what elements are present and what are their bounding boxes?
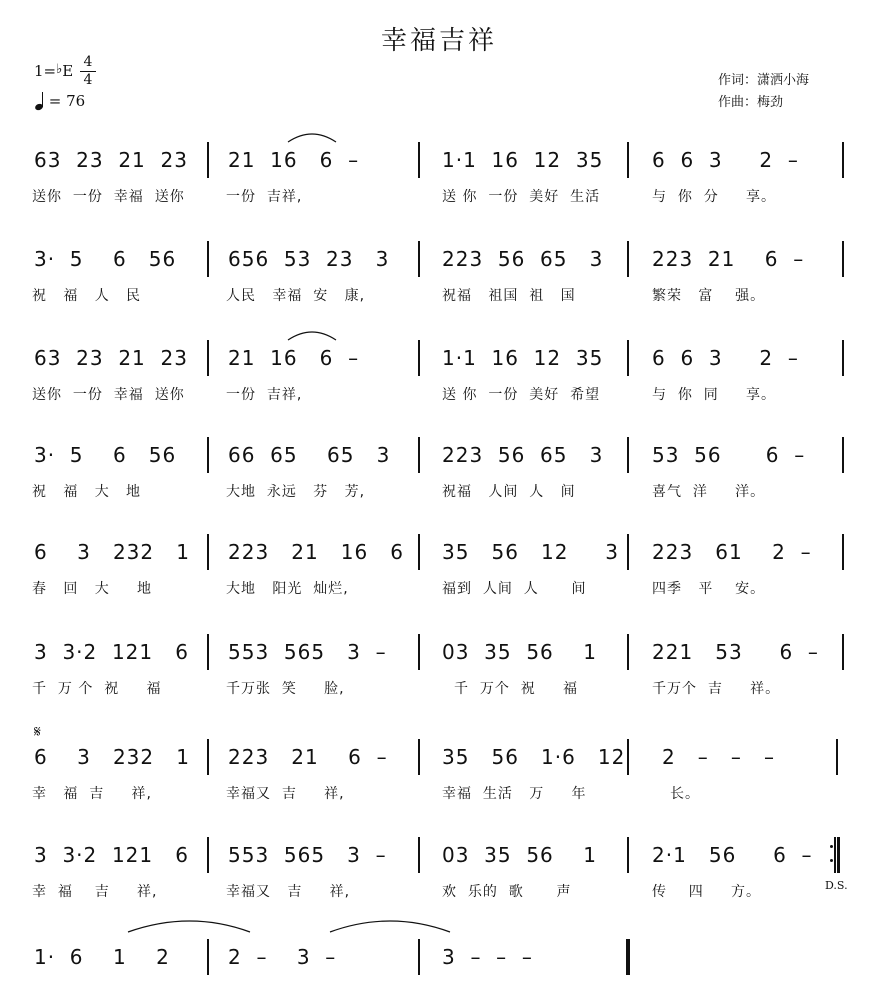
measure: 223 61 2 – xyxy=(652,540,812,564)
measure: 03 35 56 1 xyxy=(442,640,597,664)
lyric: 春 回 大 地 xyxy=(32,581,152,597)
slur xyxy=(288,332,336,340)
measure: 3 3·2 121 6 xyxy=(34,843,189,867)
meter-top: 4 xyxy=(83,54,93,70)
credits xyxy=(718,70,809,114)
lyric: 大地 阳光 灿烂, xyxy=(226,581,349,597)
repeat-end-barline xyxy=(830,837,838,873)
song-title: 幸福吉祥 xyxy=(380,26,497,56)
quarter-note-icon xyxy=(34,92,44,110)
lyric: 送你 一份 幸福 送你 xyxy=(32,387,185,403)
measure: 223 56 65 3 xyxy=(442,247,604,271)
lyric: 幸 福 吉 祥, xyxy=(32,786,152,802)
measure: 1·1 16 12 35 xyxy=(442,346,604,370)
measure: 21 16 6 – xyxy=(228,148,360,172)
lyric: 一份 吉祥, xyxy=(226,387,303,403)
measure: 3 3·2 121 6 xyxy=(34,640,189,664)
lyric: 四季 平 安。 xyxy=(652,581,766,597)
lyricist: 作词：潇洒小海 xyxy=(718,73,810,88)
measure: 223 21 6 – xyxy=(652,247,805,271)
slur xyxy=(288,134,336,142)
measure: 66 65 65 3 xyxy=(228,443,391,467)
lyric: 喜气 洋 洋。 xyxy=(652,484,766,500)
measure: 223 56 65 3 xyxy=(442,443,604,467)
key-note: E xyxy=(62,62,74,80)
lyric: 送 你 一份 美好 生活 xyxy=(442,189,601,205)
measure: 553 565 3 – xyxy=(228,640,387,664)
lyric: 送 你 一份 美好 希望 xyxy=(442,387,601,403)
measure: 03 35 56 1 xyxy=(442,843,597,867)
measure: 6 6 3 2 – xyxy=(652,346,799,370)
lyric: 繁荣 富 强。 xyxy=(652,288,766,304)
lyric: 传 四 方。 xyxy=(652,884,762,900)
lyric: 祝 福 人 民 xyxy=(32,288,142,304)
slur xyxy=(330,921,450,932)
measure: 63 23 21 23 xyxy=(34,148,188,172)
tempo-value: = 76 xyxy=(48,92,86,110)
lyric: 千万个 吉 祥。 xyxy=(652,681,781,697)
measure: 35 56 1·6 12 xyxy=(442,745,626,769)
measure: 6 3 232 1 xyxy=(34,745,190,769)
measure: 3· 5 6 56 xyxy=(34,443,177,467)
measure: 63 23 21 23 xyxy=(34,346,188,370)
measure: 2 – 3 – xyxy=(228,945,337,969)
measure: 2 – – – xyxy=(662,745,775,769)
lyric: 大地 永远 芬 芳, xyxy=(226,484,366,500)
lyric: 与 你 同 享。 xyxy=(652,387,777,403)
lyric: 幸福又 吉 祥, xyxy=(226,884,351,900)
lyric: 欢 乐的 歌 声 xyxy=(442,884,572,900)
final-barline xyxy=(626,939,630,975)
measure: 3· 5 6 56 xyxy=(34,247,177,271)
slur xyxy=(128,921,250,932)
lyric: 福到 人间 人 间 xyxy=(442,581,587,597)
lyric: 祝福 祖国 祖 国 xyxy=(442,288,576,304)
lyric: 千 万 个 祝 福 xyxy=(32,681,162,697)
key-signature xyxy=(34,62,73,80)
lyric: 长。 xyxy=(670,786,700,802)
lyric: 一份 吉祥, xyxy=(226,189,303,205)
lyric: 祝 福 大 地 xyxy=(32,484,142,500)
measure: 6 3 232 1 xyxy=(34,540,190,564)
measure: 223 21 6 – xyxy=(228,745,388,769)
measure: 656 53 23 3 xyxy=(228,247,390,271)
lyric: 幸 福 吉 祥, xyxy=(32,884,158,900)
lyric: 与 你 分 享。 xyxy=(652,189,777,205)
measure: 1· 6 1 2 xyxy=(34,945,170,969)
lyric: 幸福又 吉 祥, xyxy=(226,786,345,802)
measure: 221 53 6 – xyxy=(652,640,819,664)
lyric: 幸福 生活 万 年 xyxy=(442,786,587,802)
composer: 作曲：梅劲 xyxy=(718,95,784,110)
meter-bottom: 4 xyxy=(83,72,93,88)
measure: 21 16 6 – xyxy=(228,346,360,370)
tempo-marking xyxy=(34,92,85,110)
measure: 35 56 12 3 xyxy=(442,540,620,564)
time-signature xyxy=(80,55,96,88)
measure: 553 565 3 – xyxy=(228,843,387,867)
measure: 6 6 3 2 – xyxy=(652,148,799,172)
lyric: 人民 幸福 安 康, xyxy=(226,288,366,304)
measure: 1·1 16 12 35 xyxy=(442,148,604,172)
key-prefix: 1= xyxy=(34,62,57,80)
lyric: 送你 一份 幸福 送你 xyxy=(32,189,185,205)
lyric: 千万张 笑 脸, xyxy=(226,681,345,697)
measure: 2·1 56 6 – xyxy=(652,843,813,867)
dal-segno-mark: D.S. xyxy=(825,879,848,892)
measure: 3 – – – xyxy=(442,945,533,969)
lyric: 祝福 人间 人 间 xyxy=(442,484,576,500)
flat-sign: ♭ xyxy=(56,62,63,77)
measure: 53 56 6 – xyxy=(652,443,806,467)
measure: 223 21 16 6 xyxy=(228,540,405,564)
lyric: 千 万个 祝 福 xyxy=(454,681,579,697)
segno-sign: 𝄋 xyxy=(34,722,41,741)
